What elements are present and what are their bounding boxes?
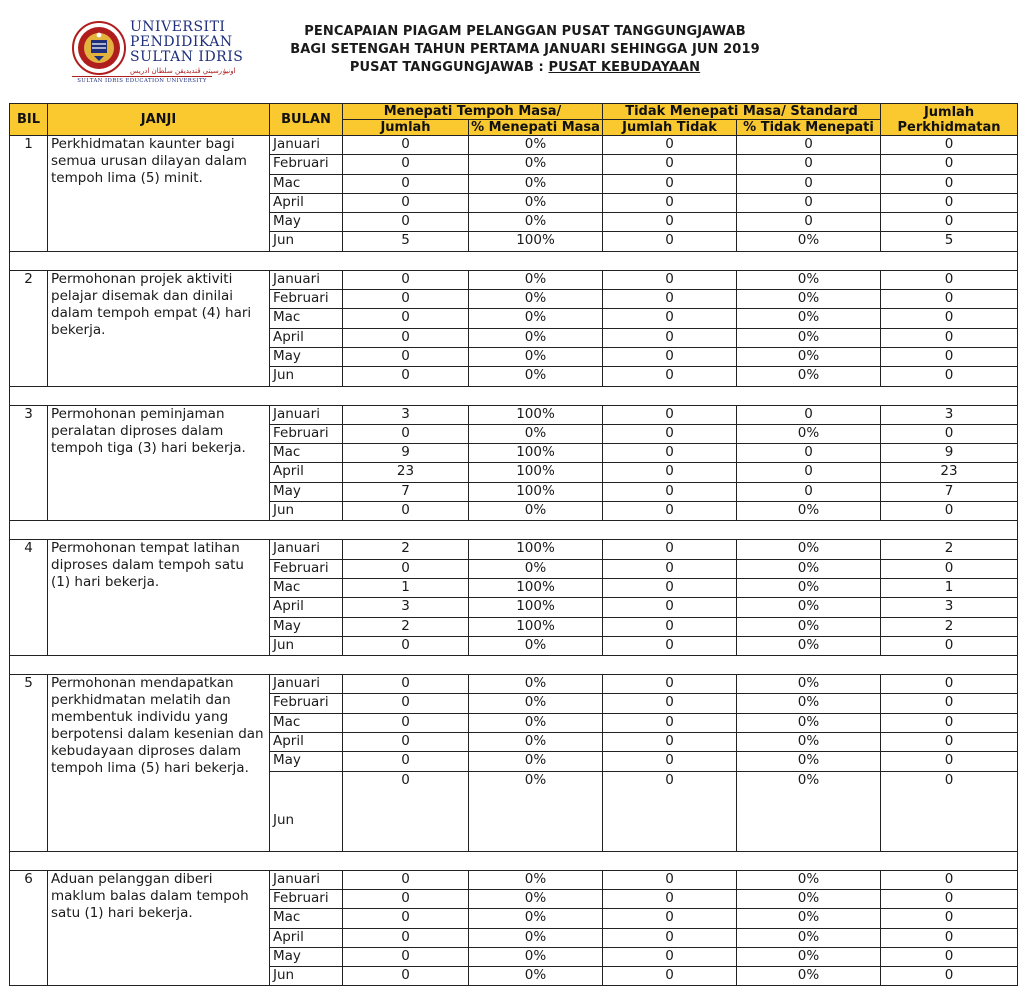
cell-bulan: Mac — [270, 174, 343, 193]
cell-jumlah-perkhidmatan: 9 — [881, 444, 1018, 463]
cell-pct-menepati: 100% — [469, 598, 603, 617]
cell-jumlah-tidak: 0 — [603, 290, 737, 309]
cell-jumlah-perkhidmatan: 0 — [881, 559, 1018, 578]
cell-bil: 5 — [10, 675, 48, 851]
cell-pct-menepati: 0% — [469, 752, 603, 771]
cell-pct-menepati: 0% — [469, 928, 603, 947]
separator-cell — [10, 851, 1018, 870]
cell-pct-tidak: 0 — [737, 405, 881, 424]
logo-jawi-text: اونيۏرسيتي ڤنديديقن سلطان ادريس — [130, 67, 236, 75]
cell-pct-tidak: 0% — [737, 967, 881, 986]
header-pct-tidak: % Tidak Menepati — [737, 120, 881, 136]
cell-jumlah: 2 — [343, 617, 469, 636]
university-logo — [68, 14, 244, 88]
cell-pct-tidak: 0% — [737, 270, 881, 289]
cell-pct-menepati: 0% — [469, 290, 603, 309]
cell-pct-tidak: 0 — [737, 193, 881, 212]
cell-jumlah-tidak: 0 — [603, 193, 737, 212]
cell-jumlah: 0 — [343, 424, 469, 443]
cell-jumlah-tidak: 0 — [603, 636, 737, 655]
cell-pct-menepati: 100% — [469, 482, 603, 501]
cell-jumlah-perkhidmatan: 0 — [881, 675, 1018, 694]
cell-janji: Aduan pelanggan diberi maklum balas dalam tempoh satu (1) hari bekerja. — [48, 870, 270, 986]
cell-pct-tidak: 0% — [737, 578, 881, 597]
cell-jumlah-tidak: 0 — [603, 694, 737, 713]
cell-pct-tidak: 0% — [737, 909, 881, 928]
cell-bulan: Jun — [270, 636, 343, 655]
cell-bulan: Jun — [270, 367, 343, 386]
cell-pct-tidak: 0% — [737, 771, 881, 851]
cell-pct-menepati: 0% — [469, 270, 603, 289]
cell-jumlah: 7 — [343, 482, 469, 501]
cell-jumlah: 0 — [343, 174, 469, 193]
cell-jumlah-perkhidmatan: 0 — [881, 367, 1018, 386]
cell-pct-tidak: 0% — [737, 367, 881, 386]
separator-cell — [10, 386, 1018, 405]
cell-jumlah-tidak: 0 — [603, 540, 737, 559]
cell-pct-menepati: 100% — [469, 444, 603, 463]
cell-jumlah-tidak: 0 — [603, 174, 737, 193]
header-bulan: BULAN — [270, 104, 343, 136]
cell-pct-menepati: 0% — [469, 213, 603, 232]
cell-pct-menepati: 0% — [469, 193, 603, 212]
cell-jumlah-tidak: 0 — [603, 463, 737, 482]
cell-jumlah-tidak: 0 — [603, 213, 737, 232]
cell-pct-tidak: 0% — [737, 290, 881, 309]
separator-cell — [10, 521, 1018, 540]
cell-jumlah-tidak: 0 — [603, 405, 737, 424]
document-header — [0, 0, 1024, 100]
cell-pct-menepati: 0% — [469, 694, 603, 713]
cell-jumlah: 0 — [343, 870, 469, 889]
cell-pct-menepati: 0% — [469, 559, 603, 578]
cell-pct-tidak: 0% — [737, 713, 881, 732]
cell-pct-tidak: 0 — [737, 213, 881, 232]
cell-pct-menepati: 100% — [469, 617, 603, 636]
cell-bulan: April — [270, 598, 343, 617]
logo-text-pendidikan: PENDIDIKAN — [130, 34, 233, 50]
cell-pct-tidak: 0% — [737, 675, 881, 694]
cell-bulan: Mac — [270, 309, 343, 328]
cell-jumlah: 0 — [343, 155, 469, 174]
group-separator — [10, 251, 1018, 270]
cell-jumlah-perkhidmatan: 0 — [881, 694, 1018, 713]
cell-bulan: Januari — [270, 540, 343, 559]
cell-bulan: Januari — [270, 270, 343, 289]
cell-bulan: Februari — [270, 559, 343, 578]
cell-pct-tidak: 0% — [737, 694, 881, 713]
cell-jumlah: 0 — [343, 889, 469, 908]
cell-bulan: Mac — [270, 444, 343, 463]
cell-jumlah-tidak: 0 — [603, 675, 737, 694]
cell-pct-tidak: 0 — [737, 155, 881, 174]
header-bil: BIL — [10, 104, 48, 136]
cell-jumlah-tidak: 0 — [603, 713, 737, 732]
cell-jumlah-tidak: 0 — [603, 733, 737, 752]
cell-jumlah-perkhidmatan: 0 — [881, 155, 1018, 174]
cell-jumlah: 2 — [343, 540, 469, 559]
cell-jumlah-perkhidmatan: 1 — [881, 578, 1018, 597]
cell-jumlah: 0 — [343, 733, 469, 752]
cell-jumlah-tidak: 0 — [603, 155, 737, 174]
cell-jumlah: 0 — [343, 559, 469, 578]
cell-jumlah-perkhidmatan: 0 — [881, 733, 1018, 752]
cell-janji: Permohonan mendapatkan perkhidmatan melatih dan membentuk individu yang berpotensi dalam kesenian dan kebudayaan diproses dalam tempoh lima (5) hari bekerja. — [48, 675, 270, 851]
cell-jumlah: 0 — [343, 328, 469, 347]
cell-pct-menepati: 0% — [469, 771, 603, 851]
cell-jumlah-tidak: 0 — [603, 482, 737, 501]
cell-jumlah-tidak: 0 — [603, 232, 737, 251]
cell-pct-tidak: 0% — [737, 309, 881, 328]
header-jumlah-tidak: Jumlah Tidak — [603, 120, 737, 136]
cell-bulan: Februari — [270, 889, 343, 908]
cell-pct-menepati: 0% — [469, 636, 603, 655]
cell-jumlah-tidak: 0 — [603, 270, 737, 289]
cell-jumlah-tidak: 0 — [603, 367, 737, 386]
cell-pct-menepati: 0% — [469, 424, 603, 443]
cell-bulan: Februari — [270, 290, 343, 309]
university-crest-icon — [72, 18, 126, 78]
cell-janji: Permohonan tempat latihan diproses dalam tempoh satu (1) hari bekerja. — [48, 540, 270, 656]
cell-bulan: May — [270, 947, 343, 966]
cell-jumlah-perkhidmatan: 0 — [881, 713, 1018, 732]
cell-jumlah-perkhidmatan: 2 — [881, 540, 1018, 559]
cell-pct-tidak: 0% — [737, 424, 881, 443]
cell-jumlah-perkhidmatan: 0 — [881, 213, 1018, 232]
cell-pct-tidak: 0% — [737, 889, 881, 908]
cell-jumlah: 3 — [343, 405, 469, 424]
cell-jumlah-perkhidmatan: 5 — [881, 232, 1018, 251]
cell-pct-menepati: 0% — [469, 967, 603, 986]
title-line-3 — [230, 59, 820, 77]
cell-jumlah: 3 — [343, 598, 469, 617]
logo-english-text: SULTAN IDRIS EDUCATION UNIVERSITY — [77, 78, 207, 84]
header-jumlah-perkhidmatan-line1: Jumlah — [923, 104, 975, 120]
group-separator — [10, 656, 1018, 675]
cell-pct-tidak: 0 — [737, 174, 881, 193]
cell-bil: 4 — [10, 540, 48, 656]
cell-jumlah-perkhidmatan: 0 — [881, 174, 1018, 193]
cell-pct-menepati: 100% — [469, 463, 603, 482]
cell-jumlah-perkhidmatan: 0 — [881, 328, 1018, 347]
cell-pct-menepati: 0% — [469, 713, 603, 732]
table-row — [10, 675, 1018, 694]
cell-jumlah-tidak: 0 — [603, 752, 737, 771]
cell-jumlah-perkhidmatan: 0 — [881, 424, 1018, 443]
cell-jumlah-perkhidmatan: 0 — [881, 347, 1018, 366]
header-tidak-menepati: Tidak Menepati Masa/ Standard — [603, 104, 881, 120]
cell-bulan: Januari — [270, 405, 343, 424]
header-jumlah-perkhidmatan — [881, 104, 1018, 136]
cell-bulan: April — [270, 328, 343, 347]
cell-jumlah-perkhidmatan: 3 — [881, 405, 1018, 424]
cell-pct-menepati: 0% — [469, 309, 603, 328]
cell-jumlah-perkhidmatan: 0 — [881, 636, 1018, 655]
cell-pct-menepati: 0% — [469, 367, 603, 386]
cell-pct-tidak: 0% — [737, 328, 881, 347]
cell-jumlah-tidak: 0 — [603, 502, 737, 521]
cell-jumlah-perkhidmatan: 0 — [881, 752, 1018, 771]
cell-jumlah-tidak: 0 — [603, 598, 737, 617]
cell-jumlah-perkhidmatan: 2 — [881, 617, 1018, 636]
cell-pct-tidak: 0% — [737, 947, 881, 966]
document-title — [230, 23, 820, 77]
cell-bulan: Jun — [270, 502, 343, 521]
cell-pct-menepati: 0% — [469, 675, 603, 694]
cell-jumlah: 0 — [343, 502, 469, 521]
cell-jumlah-perkhidmatan: 0 — [881, 309, 1018, 328]
cell-bulan: April — [270, 463, 343, 482]
cell-bulan: May — [270, 347, 343, 366]
cell-jumlah: 0 — [343, 270, 469, 289]
title-line-1: PENCAPAIAN PIAGAM PELANGGAN PUSAT TANGGUNGJAWAB — [304, 24, 746, 39]
header-janji: JANJI — [48, 104, 270, 136]
header-jumlah: Jumlah — [343, 120, 469, 136]
cell-jumlah-perkhidmatan: 0 — [881, 290, 1018, 309]
table-row — [10, 870, 1018, 889]
cell-jumlah: 0 — [343, 928, 469, 947]
cell-pct-menepati: 0% — [469, 870, 603, 889]
group-separator — [10, 521, 1018, 540]
cell-jumlah: 0 — [343, 947, 469, 966]
logo-divider — [72, 76, 212, 77]
cell-jumlah: 0 — [343, 636, 469, 655]
cell-jumlah-perkhidmatan: 0 — [881, 771, 1018, 851]
cell-pct-tidak: 0% — [737, 636, 881, 655]
cell-janji: Perkhidmatan kaunter bagi semua urusan dilayan dalam tempoh lima (5) minit. — [48, 136, 270, 252]
cell-bulan: Jun — [270, 967, 343, 986]
cell-pct-menepati: 100% — [469, 232, 603, 251]
cell-jumlah-perkhidmatan: 0 — [881, 889, 1018, 908]
cell-pct-menepati: 0% — [469, 909, 603, 928]
cell-jumlah-tidak: 0 — [603, 909, 737, 928]
cell-bulan: Februari — [270, 694, 343, 713]
title-line-2: BAGI SETENGAH TAHUN PERTAMA JANUARI SEHINGGA JUN 2019 — [290, 42, 760, 57]
cell-jumlah-perkhidmatan: 3 — [881, 598, 1018, 617]
cell-pct-tidak: 0% — [737, 870, 881, 889]
cell-pct-tidak: 0% — [737, 502, 881, 521]
cell-janji: Permohonan projek aktiviti pelajar disemak dan dinilai dalam tempoh empat (4) hari bekerja. — [48, 270, 270, 386]
cell-bil: 1 — [10, 136, 48, 252]
cell-pct-menepati: 0% — [469, 502, 603, 521]
cell-jumlah: 0 — [343, 752, 469, 771]
cell-pct-tidak: 0 — [737, 463, 881, 482]
header-pct-menepati: % Menepati Masa — [469, 120, 603, 136]
cell-jumlah-tidak: 0 — [603, 771, 737, 851]
cell-pct-menepati: 100% — [469, 540, 603, 559]
cell-pct-tidak: 0% — [737, 598, 881, 617]
cell-jumlah-perkhidmatan: 0 — [881, 502, 1018, 521]
header-jumlah-perkhidmatan-line2: Perkhidmatan — [897, 119, 1001, 135]
cell-jumlah-tidak: 0 — [603, 444, 737, 463]
cell-pct-menepati: 0% — [469, 947, 603, 966]
cell-pct-tidak: 0% — [737, 752, 881, 771]
cell-bulan: April — [270, 193, 343, 212]
cell-pct-menepati: 100% — [469, 578, 603, 597]
group-separator — [10, 851, 1018, 870]
cell-bulan: April — [270, 733, 343, 752]
cell-bulan: Januari — [270, 675, 343, 694]
cell-jumlah-perkhidmatan: 0 — [881, 193, 1018, 212]
cell-jumlah-tidak: 0 — [603, 947, 737, 966]
separator-cell — [10, 251, 1018, 270]
cell-jumlah-tidak: 0 — [603, 347, 737, 366]
cell-bulan: Januari — [270, 136, 343, 155]
cell-jumlah-perkhidmatan: 23 — [881, 463, 1018, 482]
cell-jumlah-tidak: 0 — [603, 928, 737, 947]
cell-jumlah-perkhidmatan: 0 — [881, 136, 1018, 155]
cell-bulan: May — [270, 482, 343, 501]
cell-jumlah-perkhidmatan: 0 — [881, 909, 1018, 928]
table-row — [10, 136, 1018, 155]
cell-jumlah-tidak: 0 — [603, 424, 737, 443]
cell-bulan: Februari — [270, 424, 343, 443]
cell-bil: 6 — [10, 870, 48, 986]
cell-jumlah-tidak: 0 — [603, 889, 737, 908]
cell-pct-menepati: 0% — [469, 155, 603, 174]
cell-jumlah-tidak: 0 — [603, 578, 737, 597]
cell-bulan: May — [270, 752, 343, 771]
cell-jumlah-tidak: 0 — [603, 870, 737, 889]
cell-jumlah-perkhidmatan: 0 — [881, 270, 1018, 289]
logo-text-sultan-idris: SULTAN IDRIS — [130, 49, 244, 65]
table-row — [10, 540, 1018, 559]
cell-bulan: Januari — [270, 870, 343, 889]
cell-jumlah-perkhidmatan: 7 — [881, 482, 1018, 501]
cell-pct-tidak: 0 — [737, 444, 881, 463]
cell-pct-menepati: 0% — [469, 889, 603, 908]
customer-charter-table — [9, 103, 1018, 986]
cell-jumlah-tidak: 0 — [603, 136, 737, 155]
cell-bulan: May — [270, 213, 343, 232]
table-row — [10, 270, 1018, 289]
cell-pct-menepati: 100% — [469, 405, 603, 424]
cell-jumlah-perkhidmatan: 0 — [881, 870, 1018, 889]
cell-pct-tidak: 0% — [737, 347, 881, 366]
cell-jumlah-perkhidmatan: 0 — [881, 967, 1018, 986]
header-menepati: Menepati Tempoh Masa/ — [343, 104, 603, 120]
cell-bulan: Februari — [270, 155, 343, 174]
cell-jumlah: 0 — [343, 694, 469, 713]
cell-pct-menepati: 0% — [469, 328, 603, 347]
responsibility-center-name: PUSAT KEBUDAYAAN — [548, 60, 701, 75]
cell-jumlah-perkhidmatan: 0 — [881, 928, 1018, 947]
cell-jumlah: 0 — [343, 309, 469, 328]
cell-pct-menepati: 0% — [469, 174, 603, 193]
cell-jumlah: 0 — [343, 967, 469, 986]
cell-jumlah: 0 — [343, 290, 469, 309]
cell-pct-tidak: 0 — [737, 482, 881, 501]
cell-pct-menepati: 0% — [469, 347, 603, 366]
cell-pct-tidak: 0% — [737, 617, 881, 636]
cell-jumlah: 0 — [343, 347, 469, 366]
cell-jumlah: 1 — [343, 578, 469, 597]
cell-pct-tidak: 0% — [737, 559, 881, 578]
cell-pct-tidak: 0% — [737, 540, 881, 559]
cell-pct-tidak: 0 — [737, 136, 881, 155]
cell-pct-menepati: 0% — [469, 733, 603, 752]
cell-jumlah: 0 — [343, 213, 469, 232]
cell-bulan: May — [270, 617, 343, 636]
table-body — [10, 136, 1018, 986]
cell-bulan: Mac — [270, 713, 343, 732]
logo-text-universiti: UNIVERSITI — [130, 19, 226, 35]
cell-bulan: Jun — [270, 771, 343, 851]
cell-bulan: Mac — [270, 909, 343, 928]
cell-jumlah-tidak: 0 — [603, 559, 737, 578]
table-row — [10, 405, 1018, 424]
cell-jumlah: 0 — [343, 136, 469, 155]
cell-jumlah-perkhidmatan: 0 — [881, 947, 1018, 966]
cell-bil: 3 — [10, 405, 48, 521]
cell-jumlah-tidak: 0 — [603, 617, 737, 636]
cell-jumlah: 9 — [343, 444, 469, 463]
cell-jumlah: 0 — [343, 771, 469, 851]
cell-bulan: Mac — [270, 578, 343, 597]
cell-jumlah: 0 — [343, 367, 469, 386]
cell-pct-tidak: 0% — [737, 232, 881, 251]
cell-bulan: April — [270, 928, 343, 947]
title-line-3-prefix: PUSAT TANGGUNGJAWAB : — [349, 60, 549, 75]
cell-janji: Permohonan peminjaman peralatan diproses dalam tempoh tiga (3) hari bekerja. — [48, 405, 270, 521]
cell-jumlah: 0 — [343, 909, 469, 928]
cell-bil: 2 — [10, 270, 48, 386]
cell-jumlah: 0 — [343, 713, 469, 732]
cell-jumlah: 23 — [343, 463, 469, 482]
group-separator — [10, 386, 1018, 405]
cell-bulan: Jun — [270, 232, 343, 251]
cell-jumlah-tidak: 0 — [603, 328, 737, 347]
cell-pct-tidak: 0% — [737, 928, 881, 947]
table-header-row-1 — [10, 104, 1018, 120]
cell-jumlah-tidak: 0 — [603, 967, 737, 986]
separator-cell — [10, 656, 1018, 675]
cell-pct-menepati: 0% — [469, 136, 603, 155]
cell-jumlah: 0 — [343, 675, 469, 694]
cell-pct-tidak: 0% — [737, 733, 881, 752]
cell-jumlah-tidak: 0 — [603, 309, 737, 328]
cell-jumlah: 0 — [343, 193, 469, 212]
cell-jumlah: 5 — [343, 232, 469, 251]
